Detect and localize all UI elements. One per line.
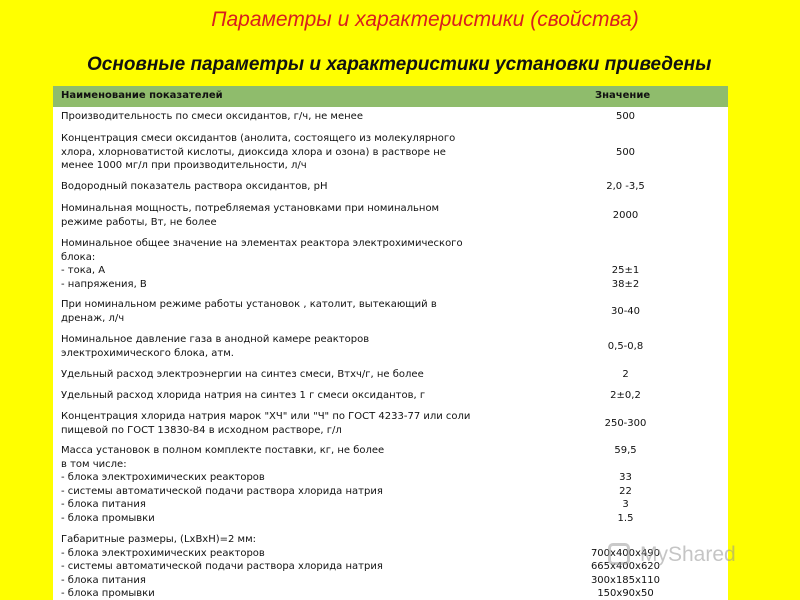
row-name-line: - системы автоматической подачи раствора хлорида натрия xyxy=(61,485,383,497)
row-name-line: Номинальное общее значение на элементах реактора электрохимического xyxy=(61,238,463,249)
row-name xyxy=(61,237,521,291)
row-value xyxy=(578,368,673,382)
row-name-line: Водородный показатель раствора оксидантов, pH xyxy=(61,181,328,192)
row-name-line: хлора, хлорноватистой кислоты, диоксида хлора и озона) в растворе не xyxy=(61,146,446,158)
row-value-line: 300x185x110 xyxy=(590,574,661,586)
row-name xyxy=(61,333,521,360)
row-name-line: Удельный расход хлорида натрия на синтез 1 г смеси оксидантов, г xyxy=(61,390,426,401)
row-value-line: 30-40 xyxy=(610,306,641,317)
row-value-line: 150x90x50 xyxy=(597,588,654,599)
row-name xyxy=(61,410,521,437)
row-name-line: - блока электрохимических реакторов xyxy=(61,472,265,483)
row-name-line: Удельный расход электроэнергии на синтез смеси, Втхч/г, не более xyxy=(61,369,424,380)
row-value-line: 2,0 -3,5 xyxy=(606,181,645,192)
row-value-line xyxy=(578,458,673,472)
row-name-line: дренаж, л/ч xyxy=(61,312,125,324)
table-header xyxy=(53,86,728,107)
row-name-line: - блока электрохимических реакторов xyxy=(61,547,265,559)
row-name xyxy=(61,110,521,124)
row-value-line: 250-300 xyxy=(604,418,647,429)
row-value-line: 3 xyxy=(622,499,629,510)
row-name-line: Номинальное давление газа в анодной камере реакторов xyxy=(61,334,370,345)
row-value-line: 2±0,2 xyxy=(610,390,641,401)
row-name-line: - системы автоматической подачи раствора хлорида натрия xyxy=(61,561,383,572)
row-value-line: 500 xyxy=(615,147,636,158)
watermark: MyShared xyxy=(640,543,736,566)
row-name-line: Производительность по смеси оксидантов, г/ч, не менее xyxy=(61,111,363,122)
row-name-line: Номинальная мощность, потребляемая установками при номинальном xyxy=(61,203,440,214)
row-name xyxy=(61,202,521,229)
row-name-line: Концентрация смеси оксидантов (анолита, состоящего из молекулярного xyxy=(61,133,456,144)
row-name-line: в том числе: xyxy=(61,458,127,470)
row-name-line: электрохимического блока, атм. xyxy=(61,347,234,359)
row-name-line: - блока питания xyxy=(61,574,146,586)
row-value-line: 25±1 xyxy=(611,265,640,276)
row-value xyxy=(578,389,673,403)
row-name-line: При номинальном режиме работы установок , католит, вытекающий в xyxy=(61,299,437,310)
slide-title: Параметры и характеристики (свойства) xyxy=(211,8,639,31)
watermark-logo-icon xyxy=(608,543,630,565)
row-name xyxy=(61,444,521,525)
row-value-line: 500 xyxy=(615,111,636,122)
row-name-line: Габаритные размеры, (LxBxH)=2 мм: xyxy=(61,534,257,545)
row-value-line: 665x400x620 xyxy=(590,561,661,572)
row-name-line: - блока питания xyxy=(61,499,146,510)
row-value xyxy=(578,264,673,291)
row-name xyxy=(61,180,521,194)
row-value xyxy=(578,209,673,223)
row-value xyxy=(578,417,673,431)
row-value xyxy=(578,180,673,194)
row-name-line: - блока промывки xyxy=(61,588,155,599)
row-name-line: пищевой по ГОСТ 13830-84 в исходном растворе, г/л xyxy=(61,424,342,436)
row-value-line: 33 xyxy=(619,472,632,483)
row-name xyxy=(61,533,521,600)
row-value-line: 59,5 xyxy=(614,445,637,456)
row-name xyxy=(61,389,521,403)
row-value-line: 22 xyxy=(619,485,632,497)
row-name xyxy=(61,298,521,325)
row-name-line: Масса установок в полном комплекте поставки, кг, не более xyxy=(61,445,385,456)
row-name-line: - напряжения, В xyxy=(61,278,147,290)
row-value xyxy=(578,305,673,319)
row-value-line: 700x400x490 xyxy=(590,547,661,559)
row-name-line: - тока, А xyxy=(61,265,106,276)
row-value xyxy=(578,146,673,160)
parameters-table xyxy=(53,86,728,600)
row-value xyxy=(578,110,673,124)
row-value xyxy=(578,340,673,354)
row-value-line: 1.5 xyxy=(617,512,634,524)
row-value xyxy=(578,444,673,525)
row-value-line: 38±2 xyxy=(611,278,640,290)
row-name xyxy=(61,132,521,173)
slide-subtitle: Основные параметры и характеристики установки приведены xyxy=(87,54,712,75)
row-name-line: блока: xyxy=(61,251,96,263)
row-name-line: режиме работы, Вт, не более xyxy=(61,216,217,228)
row-name-line: - блока промывки xyxy=(61,512,155,524)
header-value: Значение xyxy=(595,90,651,101)
row-value-line: 2000 xyxy=(612,210,639,221)
row-value-line: 2 xyxy=(622,369,629,380)
row-name-line: Концентрация хлорида натрия марок "ХЧ" или "Ч" по ГОСТ 4233-77 или соли xyxy=(61,411,471,422)
row-name xyxy=(61,368,521,382)
row-value-line: 0,5-0,8 xyxy=(607,341,644,352)
header-name: Наименование показателей xyxy=(61,90,223,101)
row-name-line: менее 1000 мг/л при производительности, л/ч xyxy=(61,160,307,171)
